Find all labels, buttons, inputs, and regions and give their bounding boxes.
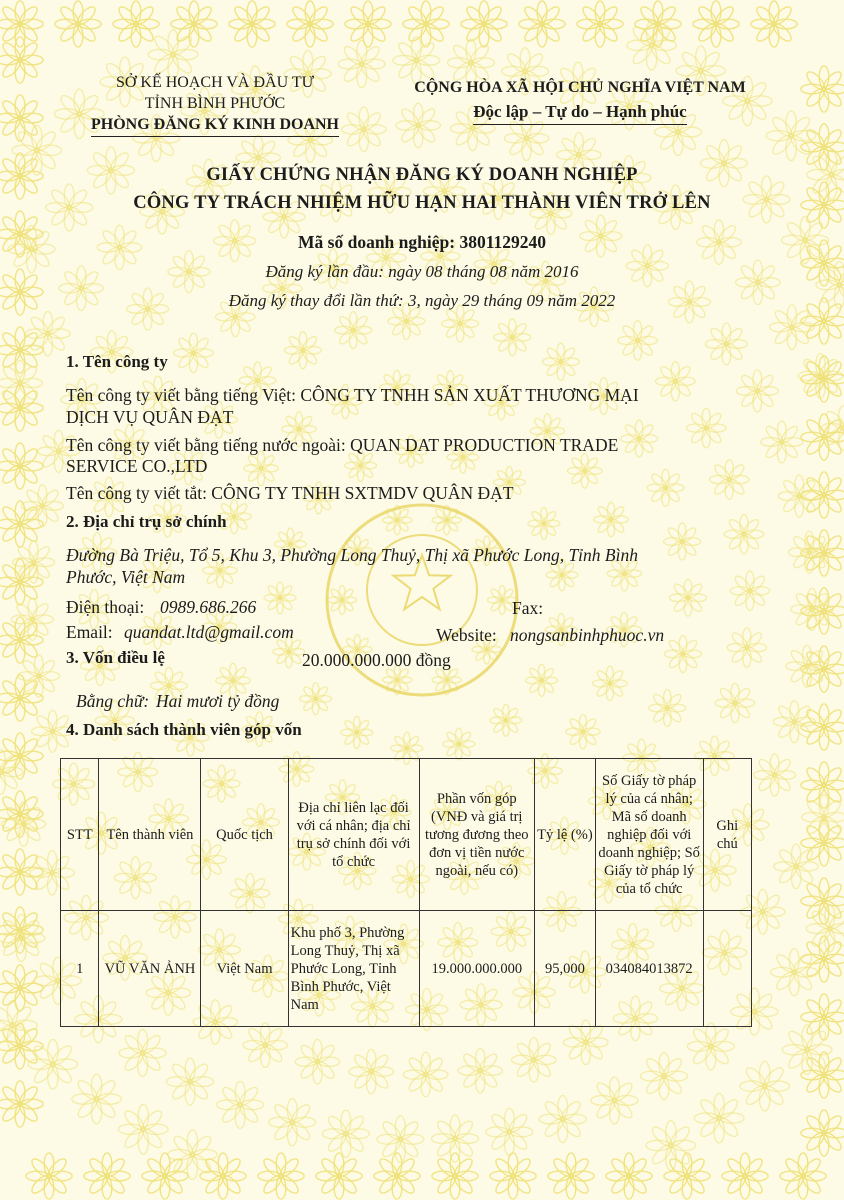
- col-legal-doc: Số Giấy tờ pháp lý của cá nhân; Mã số doanh nghiệp đối với doanh nghiệp; Số Giấy tờ pháp lý của tổ chức: [595, 759, 703, 911]
- document-title: GIẤY CHỨNG NHẬN ĐĂNG KÝ DOANH NGHIỆP: [206, 165, 638, 185]
- cell-legal-doc: 034084013872: [595, 911, 703, 1027]
- website-value: nongsanbinhphuoc.vn: [510, 625, 665, 645]
- authority-office: PHÒNG ĐĂNG KÝ KINH DOANH: [91, 114, 339, 137]
- capital-amount: 20.000.000.000 đồng: [302, 650, 451, 670]
- cell-address: Khu phố 3, Phường Long Thuỷ, Thị xã Phước Long, Tỉnh Bình Phước, Việt Nam: [288, 911, 419, 1027]
- website-label: Website:: [436, 625, 497, 645]
- company-name-foreign-line1: Tên công ty viết bằng tiếng nước ngoài: QUAN DAT PRODUCTION TRADE: [66, 435, 619, 455]
- table-header-row: [61, 759, 752, 911]
- section-capital-heading: 3. Vốn điều lệ: [66, 648, 165, 667]
- cell-member-name: VŨ VĂN ẢNH: [99, 911, 201, 1027]
- company-name-vn-line1: Tên công ty viết bằng tiếng Việt: CÔNG TY TNHH SẢN XUẤT THƯƠNG MẠI: [66, 385, 639, 405]
- phone-value: 0989.686.266: [160, 597, 257, 617]
- col-stt: STT: [61, 759, 99, 911]
- change-registration: Đăng ký thay đổi lần thứ: 3, ngày 29 tháng 09 năm 2022: [228, 291, 616, 310]
- national-motto: Độc lập – Tự do – Hạnh phúc: [473, 100, 686, 125]
- company-name-short: Tên công ty viết tắt: CÔNG TY TNHH SXTMDV QUÂN ĐẠT: [66, 483, 514, 503]
- cell-ratio: 95,000: [535, 911, 596, 1027]
- cell-stt: 1: [61, 911, 99, 1027]
- members-table: [60, 758, 752, 1027]
- address-line1: Đường Bà Triệu, Tổ 5, Khu 3, Phường Long Thuỷ, Thị xã Phước Long, Tỉnh Bình: [66, 545, 638, 565]
- first-registration: Đăng ký lần đầu: ngày 08 tháng 08 năm 2016: [265, 262, 579, 281]
- section-address-heading: 2. Địa chỉ trụ sở chính: [66, 512, 227, 531]
- authority-province: TỈNH BÌNH PHƯỚC: [144, 95, 286, 112]
- section-company-name-heading: 1. Tên công ty: [66, 352, 168, 371]
- email-label: Email:: [66, 622, 113, 642]
- capital-words: Hai mươi tỷ đồng: [156, 691, 280, 711]
- col-contribution: Phần vốn góp (VNĐ và giá trị tương đương theo đơn vị tiền nước ngoài, nếu có): [419, 759, 534, 911]
- enterprise-code: Mã số doanh nghiệp: 3801129240: [298, 232, 546, 252]
- table-row: [61, 911, 752, 1027]
- col-note: Ghi chú: [703, 759, 751, 911]
- capital-words-label: Bằng chữ:: [76, 691, 150, 711]
- document-subtitle: CÔNG TY TRÁCH NHIỆM HỮU HẠN HAI THÀNH VIÊN TRỞ LÊN: [133, 193, 711, 213]
- company-name-vn-line2: DỊCH VỤ QUÂN ĐẠT: [66, 407, 234, 427]
- col-nationality: Quốc tịch: [201, 759, 288, 911]
- authority-department: SỞ KẾ HOẠCH VÀ ĐẦU TƯ: [115, 74, 315, 91]
- phone-label: Điện thoại:: [66, 597, 145, 617]
- issuing-authority: [70, 72, 360, 137]
- cell-note: [703, 911, 751, 1027]
- national-title: CỘNG HÒA XÃ HỘI CHỦ NGHĨA VIỆT NAM: [414, 79, 746, 96]
- cell-contribution: 19.000.000.000: [419, 911, 534, 1027]
- cell-nationality: Việt Nam: [201, 911, 288, 1027]
- col-ratio: Tỷ lệ (%): [535, 759, 596, 911]
- email-value: quandat.ltd@gmail.com: [124, 622, 294, 642]
- col-address: Địa chỉ liên lạc đối với cá nhân; địa chỉ trụ sở chính đối với tổ chức: [288, 759, 419, 911]
- fax-label: Fax:: [512, 598, 544, 618]
- col-member-name: Tên thành viên: [99, 759, 201, 911]
- national-heading: [395, 76, 765, 125]
- section-members-heading: 4. Danh sách thành viên góp vốn: [66, 720, 302, 739]
- address-line2: Phước, Việt Nam: [66, 567, 186, 587]
- company-name-foreign-line2: SERVICE CO.,LTD: [66, 456, 208, 476]
